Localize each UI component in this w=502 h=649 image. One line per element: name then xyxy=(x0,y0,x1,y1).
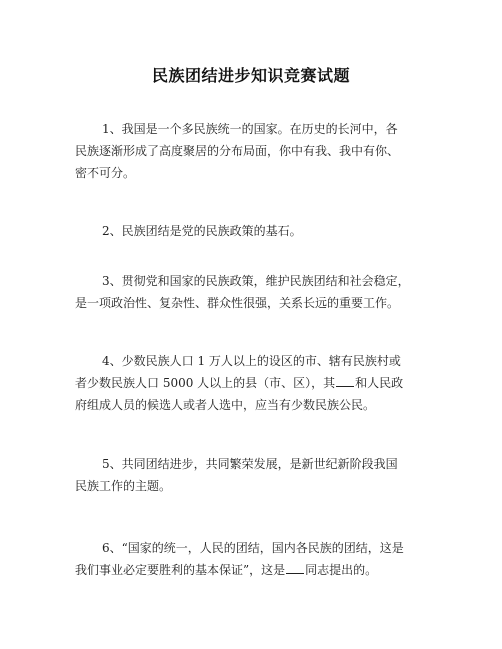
question-1-line-1: 1、我国是一个多民族统一的国家。在历史的长河中，各 xyxy=(102,122,398,136)
question-2 xyxy=(75,220,445,242)
question-6-line-2-start: 我们事业必定要胜利的基本保证”，这是 xyxy=(75,563,286,577)
question-6 xyxy=(75,537,445,581)
question-3 xyxy=(75,270,445,314)
question-2-line-1: 2、民族团结是党的民族政策的基石。 xyxy=(102,224,302,238)
question-4-line-2-end: 和人民政 xyxy=(355,376,404,390)
question-1-line-2: 民族逐渐形成了高度聚居的分布局面，你中有我、我中有你、 xyxy=(75,144,400,158)
question-1 xyxy=(75,118,445,184)
question-5 xyxy=(75,453,445,497)
question-3-line-1: 3、贯彻党和国家的民族政策，维护民族团结和社会稳定， xyxy=(102,274,410,288)
question-5-line-1: 5、共同团结进步，共同繁荣发展，是新世纪新阶段我国 xyxy=(102,457,398,471)
question-6-line-2-end: 同志提出的。 xyxy=(305,563,378,577)
question-6-answer-blank xyxy=(286,560,304,574)
question-6-line-2 xyxy=(75,559,445,581)
question-4-answer-blank xyxy=(336,373,354,387)
question-4 xyxy=(75,350,445,416)
question-4-line-1: 4、少数民族人口 1 万人以上的设区的市、辖有民族村或 xyxy=(102,354,401,368)
question-6-line-1: 6、“国家的统一，人民的团结，国内各民族的团结，这是 xyxy=(102,541,404,555)
question-4-line-2-start: 者少数民族人口 5000 人以上的县（市、区），其 xyxy=(75,376,336,390)
question-1-line-3: 密不可分。 xyxy=(75,166,136,180)
question-4-line-2 xyxy=(75,372,445,394)
question-4-line-3: 府组成人员的候选人或者人选中，应当有少数民族公民。 xyxy=(75,398,376,412)
document-title: 民族团结进步知识竞赛试题 xyxy=(151,66,350,85)
question-3-line-2: 是一项政治性、复杂性、群众性很强，关系长远的重要工作。 xyxy=(75,296,400,310)
question-5-line-2: 民族工作的主题。 xyxy=(75,479,172,493)
